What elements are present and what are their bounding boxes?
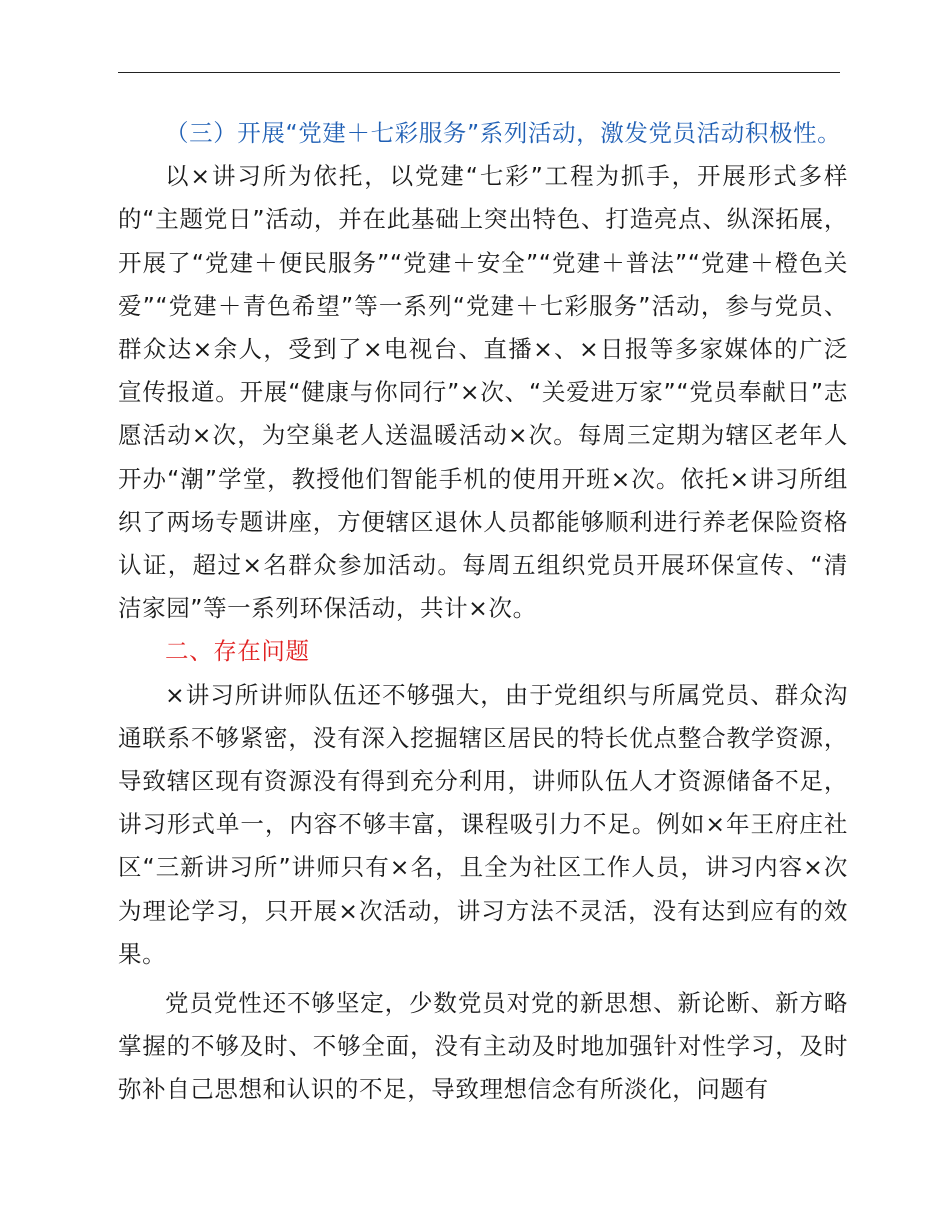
section-heading-3: （三）开展“党建＋七彩服务”系列活动，激发党员活动积极性。: [165, 119, 842, 147]
paragraph-activities: 以×讲习所为依托，以党建“七彩”工程为抓手，开展形式多样的“主题党日”活动，并在此基础上突出特色、打造亮点、纵深拓展，开展了“党建＋便民服务”“党建＋安全”“党建＋普法”“党建＋橙色关爱”“党建＋青色希望”等一系列“党建＋七彩服务”活动，参与党员、群众达×余人，受到了×电视台、直播×、×日报等多家媒体的广泛宣传报道。开展“健康与你同行”×次、“关爱进万家”“党员奉献日”志愿活动×次，为空巢老人送温暖活动×次。每周三定期为辖区老年人开办“潮”学堂，教授他们智能手机的使用开班×次。依托×讲习所组织了两场专题讲座，方便辖区退休人员都能够顺利进行养老保险资格认证，超过×名群众参加活动。每周五组织党员开展环保宣传、“清洁家园”等一系列环保活动，共计×次。: [118, 162, 848, 623]
paragraph-party-spirit: 党员党性还不够坚定，少数党员对党的新思想、新论断、新方略掌握的不够及时、不够全面，没有主动及时地加强针对性学习，及时弥补自己思想和认识的不足，导致理想信念有所淡化，问题有: [118, 989, 848, 1104]
header-rule: [118, 72, 840, 73]
document-body: [118, 112, 848, 1112]
paragraph-lecturer-team: ×讲习所讲师队伍还不够强大，由于党组织与所属党员、群众沟通联系不够紧密，没有深入挖掘辖区居民的特长优点整合教学资源，导致辖区现有资源没有得到充分利用，讲师队伍人才资源储备不足，讲习形式单一，内容不够丰富，课程吸引力不足。例如×年王府庄社区“三新讲习所”讲师只有×名，且全为社区工作人员，讲习内容×次为理论学习，只开展×次活动，讲习方法不灵活，没有达到应有的效果。: [118, 680, 848, 968]
section-heading-problems: 二、存在问题: [165, 637, 310, 666]
